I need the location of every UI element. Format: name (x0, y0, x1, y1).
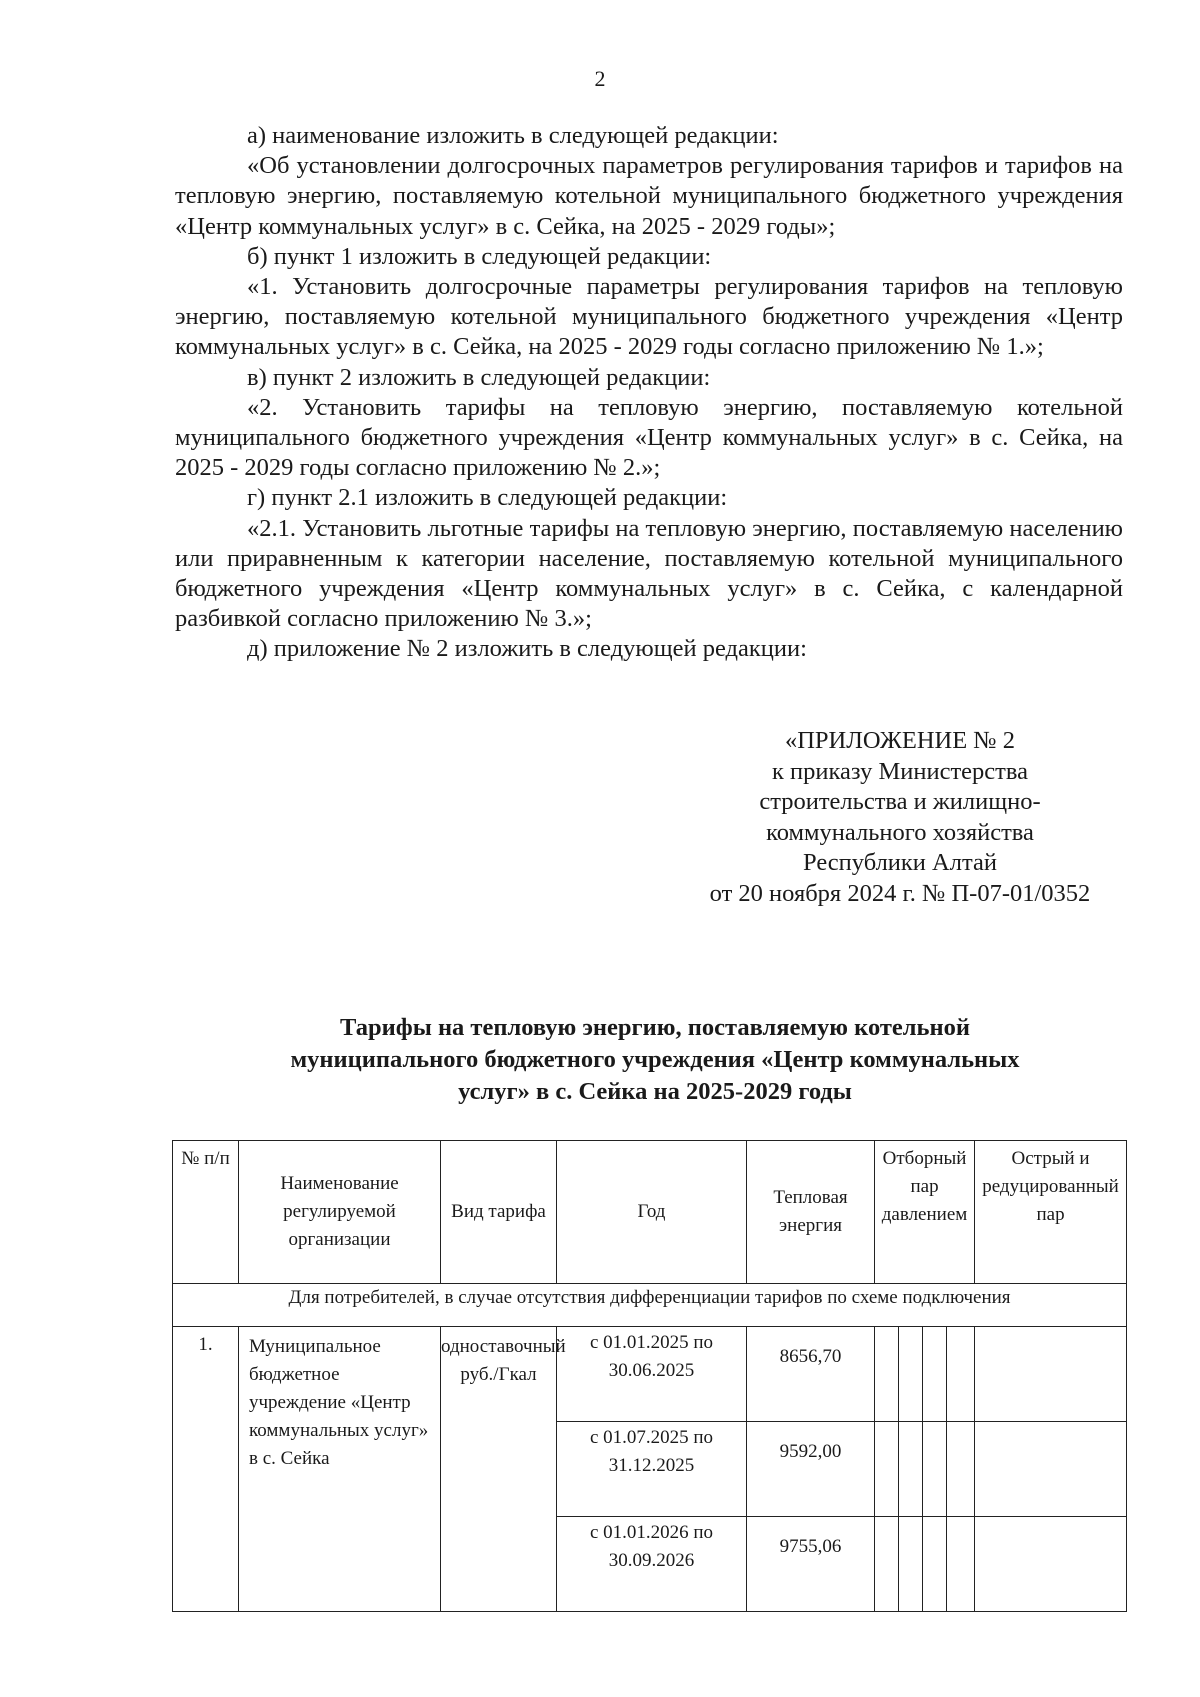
period-year: с 01.07.2025 по 31.12.2025 (557, 1422, 747, 1517)
appendix-line: Республики Алтай (803, 849, 997, 876)
table-title (230, 1012, 1080, 1108)
row-num: 1. (173, 1327, 239, 1612)
appendix-line: коммунального хозяйства (766, 818, 1034, 846)
steam-subcell (899, 1422, 923, 1517)
paragraph-d: д) приложение № 2 изложить в следующей редакции: (247, 635, 807, 663)
paragraph-a: а) наименование изложить в следующей редакции: (247, 122, 779, 149)
steam-subcell (923, 1517, 947, 1612)
header-num: № п/п (173, 1141, 239, 1284)
table-row (173, 1327, 1127, 1422)
sharp-steam-cell (975, 1422, 1127, 1517)
table-title-line: Тарифы на тепловую энергию, поставляемую котельной (340, 1014, 970, 1041)
steam-subcell (875, 1327, 899, 1422)
table-title-line: услуг» в с. Сейка на 2025-2029 годы (458, 1078, 852, 1105)
paragraph-g-quote: «2.1. Установить льготные тарифы на тепловую энергию, поставляемую населению или приравненным к категории население, поставляемую котельной муниципального бюджетного учреждения «Центр коммунальных услуг» в с. Сейка, с календарной разбивкой согласно приложению № 3.»; (175, 514, 1123, 633)
header-heat: Тепловая энергия (747, 1141, 875, 1284)
paragraph-g: г) пункт 2.1 изложить в следующей редакции: (247, 484, 728, 512)
steam-subcell (923, 1327, 947, 1422)
steam-subcell (947, 1327, 975, 1422)
steam-subcell (875, 1517, 899, 1612)
paragraph-v-quote: «2. Установить тарифы на тепловую энергию, поставляемую котельной муниципального бюджетного учреждения «Центр коммунальных услуг» в с. Сейка, на 2025 - 2029 годы согласно приложению № 2.»; (175, 393, 1123, 482)
section-label: Для потребителей, в случае отсутствия дифференциации тарифов по схеме подключения (173, 1284, 1127, 1327)
body-text (175, 121, 1123, 665)
steam-subcell (947, 1422, 975, 1517)
period-heat-value: 8656,70 (747, 1327, 875, 1422)
appendix-header (650, 726, 1150, 909)
header-steam-selected: Отборный пар давлением (875, 1141, 975, 1284)
header-org: Наименование регулируемой организации (239, 1141, 441, 1284)
steam-subcell (947, 1517, 975, 1612)
steam-subcell (923, 1422, 947, 1517)
appendix-line: «ПРИЛОЖЕНИЕ № 2 (784, 727, 1016, 754)
appendix-line: к приказу Министерства (772, 757, 1028, 785)
table-header-row (173, 1141, 1127, 1284)
paragraph-b-quote: «1. Установить долгосрочные параметры регулирования тарифов на тепловую энергию, поставляемую котельной муниципального бюджетного учреждения «Центр коммунальных услуг» в с. Сейка, на 2025 - 2029 годы согласно приложению № 1.»; (175, 273, 1123, 361)
appendix-line: строительства и жилищно- (759, 788, 1041, 815)
tariff-table (172, 1140, 1127, 1612)
header-type: Вид тарифа (441, 1141, 557, 1284)
table-title-line: муниципального бюджетного учреждения «Центр коммунальных (290, 1046, 1020, 1073)
steam-subcell (899, 1327, 923, 1422)
section-row (173, 1284, 1127, 1327)
period-heat-value: 9592,00 (747, 1422, 875, 1517)
paragraph-v: в) пункт 2 изложить в следующей редакции: (247, 363, 711, 391)
steam-subcell (899, 1517, 923, 1612)
header-steam-sharp: Острый и редуцированный пар (975, 1141, 1127, 1284)
header-year: Год (557, 1141, 747, 1284)
appendix-line: от 20 ноября 2024 г. № П-07-01/0352 (709, 879, 1091, 907)
period-year: с 01.01.2025 по 30.06.2025 (557, 1327, 747, 1422)
sharp-steam-cell (975, 1327, 1127, 1422)
period-heat-value: 9755,06 (747, 1517, 875, 1612)
period-year: с 01.01.2026 по 30.09.2026 (557, 1517, 747, 1612)
page-number: 2 (594, 66, 606, 91)
paragraph-a-quote: «Об установлении долгосрочных параметров регулирования тарифов и тарифов на тепловую энергию, поставляемую котельной муниципального бюджетного учреждения «Центр коммунальных услуг» в с. Сейка, на 2025 - 2029 годы»; (175, 152, 1123, 240)
steam-subcell (875, 1422, 899, 1517)
sharp-steam-cell (975, 1517, 1127, 1612)
paragraph-b: б) пункт 1 изложить в следующей редакции: (247, 242, 712, 270)
row-org: Муниципальное бюджетное учреждение «Центр коммунальных услуг» в с. Сейка (239, 1327, 441, 1612)
row-tariff-type: одноставочный руб./Гкал (441, 1327, 557, 1612)
